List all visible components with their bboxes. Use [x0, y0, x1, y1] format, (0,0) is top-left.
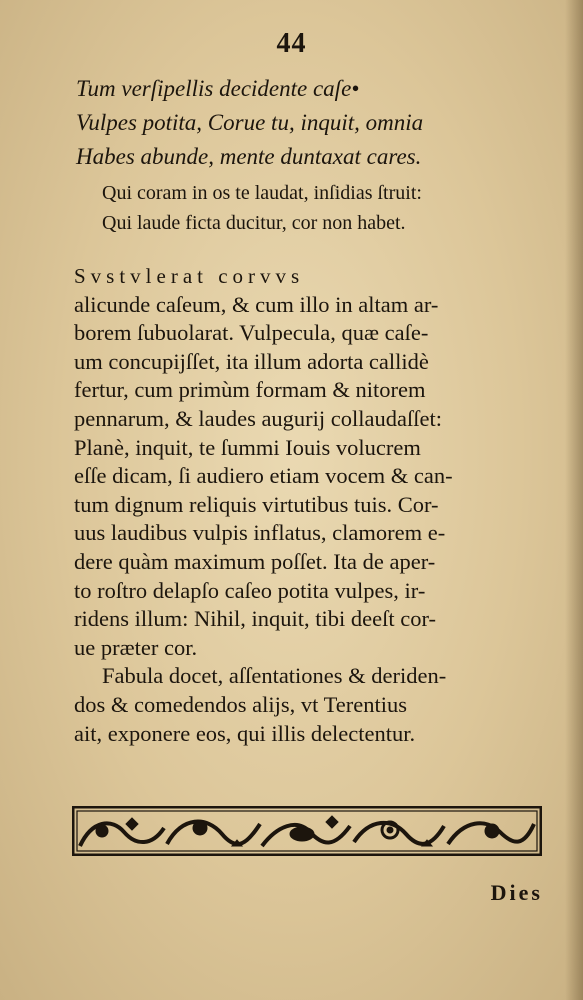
- prose-line: to roſtro delapſo caſeo potita vulpes, ir-: [74, 577, 426, 603]
- page-number: 44: [276, 28, 307, 59]
- prose-line: ridens illum: Nihil, inquit, tibi deeſt cor-: [74, 606, 436, 632]
- prose-line: dos & comedendos alijs, vt Terentius: [74, 691, 407, 717]
- prose-opening-line: Svstvlerat corvvs: [74, 264, 305, 288]
- verse-line: Tum verſipellis decidente caſe•: [76, 76, 360, 101]
- verse-line: Vulpes potita, Corue tu, inquit, omnia: [76, 110, 424, 135]
- prose-line: dere quàm maximum poſſet. Ita de aper-: [74, 548, 436, 574]
- prose-line: uus laudibus vulpis inflatus, clamorem e-: [74, 520, 446, 546]
- prose-line: fertur, cum primùm formam & nitorem: [74, 377, 426, 403]
- catchword: Dies: [490, 880, 543, 905]
- ornament-band-icon: [72, 806, 542, 856]
- prose-line: ue præter cor.: [74, 634, 198, 660]
- moral-paragraph-line: Fabula docet, aſſentationes & deriden-: [102, 663, 447, 689]
- prose-line: tum dignum reliquis virtutibus tuis. Cor-: [74, 491, 439, 517]
- moral-couplet: [102, 178, 532, 238]
- prose-line: um concupijſſet, ita illum adorta callidè: [74, 348, 429, 374]
- prose-line: borem ſubuolarat. Vulpecula, quæ caſe-: [74, 320, 429, 346]
- prose-line: pennarum, & laudes augurij collaudaſſet:: [74, 405, 443, 431]
- prose-line: alicunde caſeum, & cum illo in altam ar-: [74, 291, 439, 317]
- page-edge-shadow: [565, 0, 583, 1000]
- prose-line: ait, exponere eos, qui illis delectentur.: [74, 720, 416, 746]
- verse-line: Habes abunde, mente duntaxat cares.: [76, 144, 422, 169]
- prose-line: Planè, inquit, te ſummi Iouis volucrem: [74, 434, 421, 460]
- prose-line: eſſe dicam, ſi audiero etiam vocem & can-: [74, 463, 453, 489]
- moral-line: Qui coram in os te laudat, inſidias ſtruit:: [102, 182, 422, 204]
- fable-prose: [74, 262, 560, 748]
- moral-line: Qui laude ficta ducitur, cor non habet.: [102, 212, 406, 234]
- verse-block: [76, 72, 526, 174]
